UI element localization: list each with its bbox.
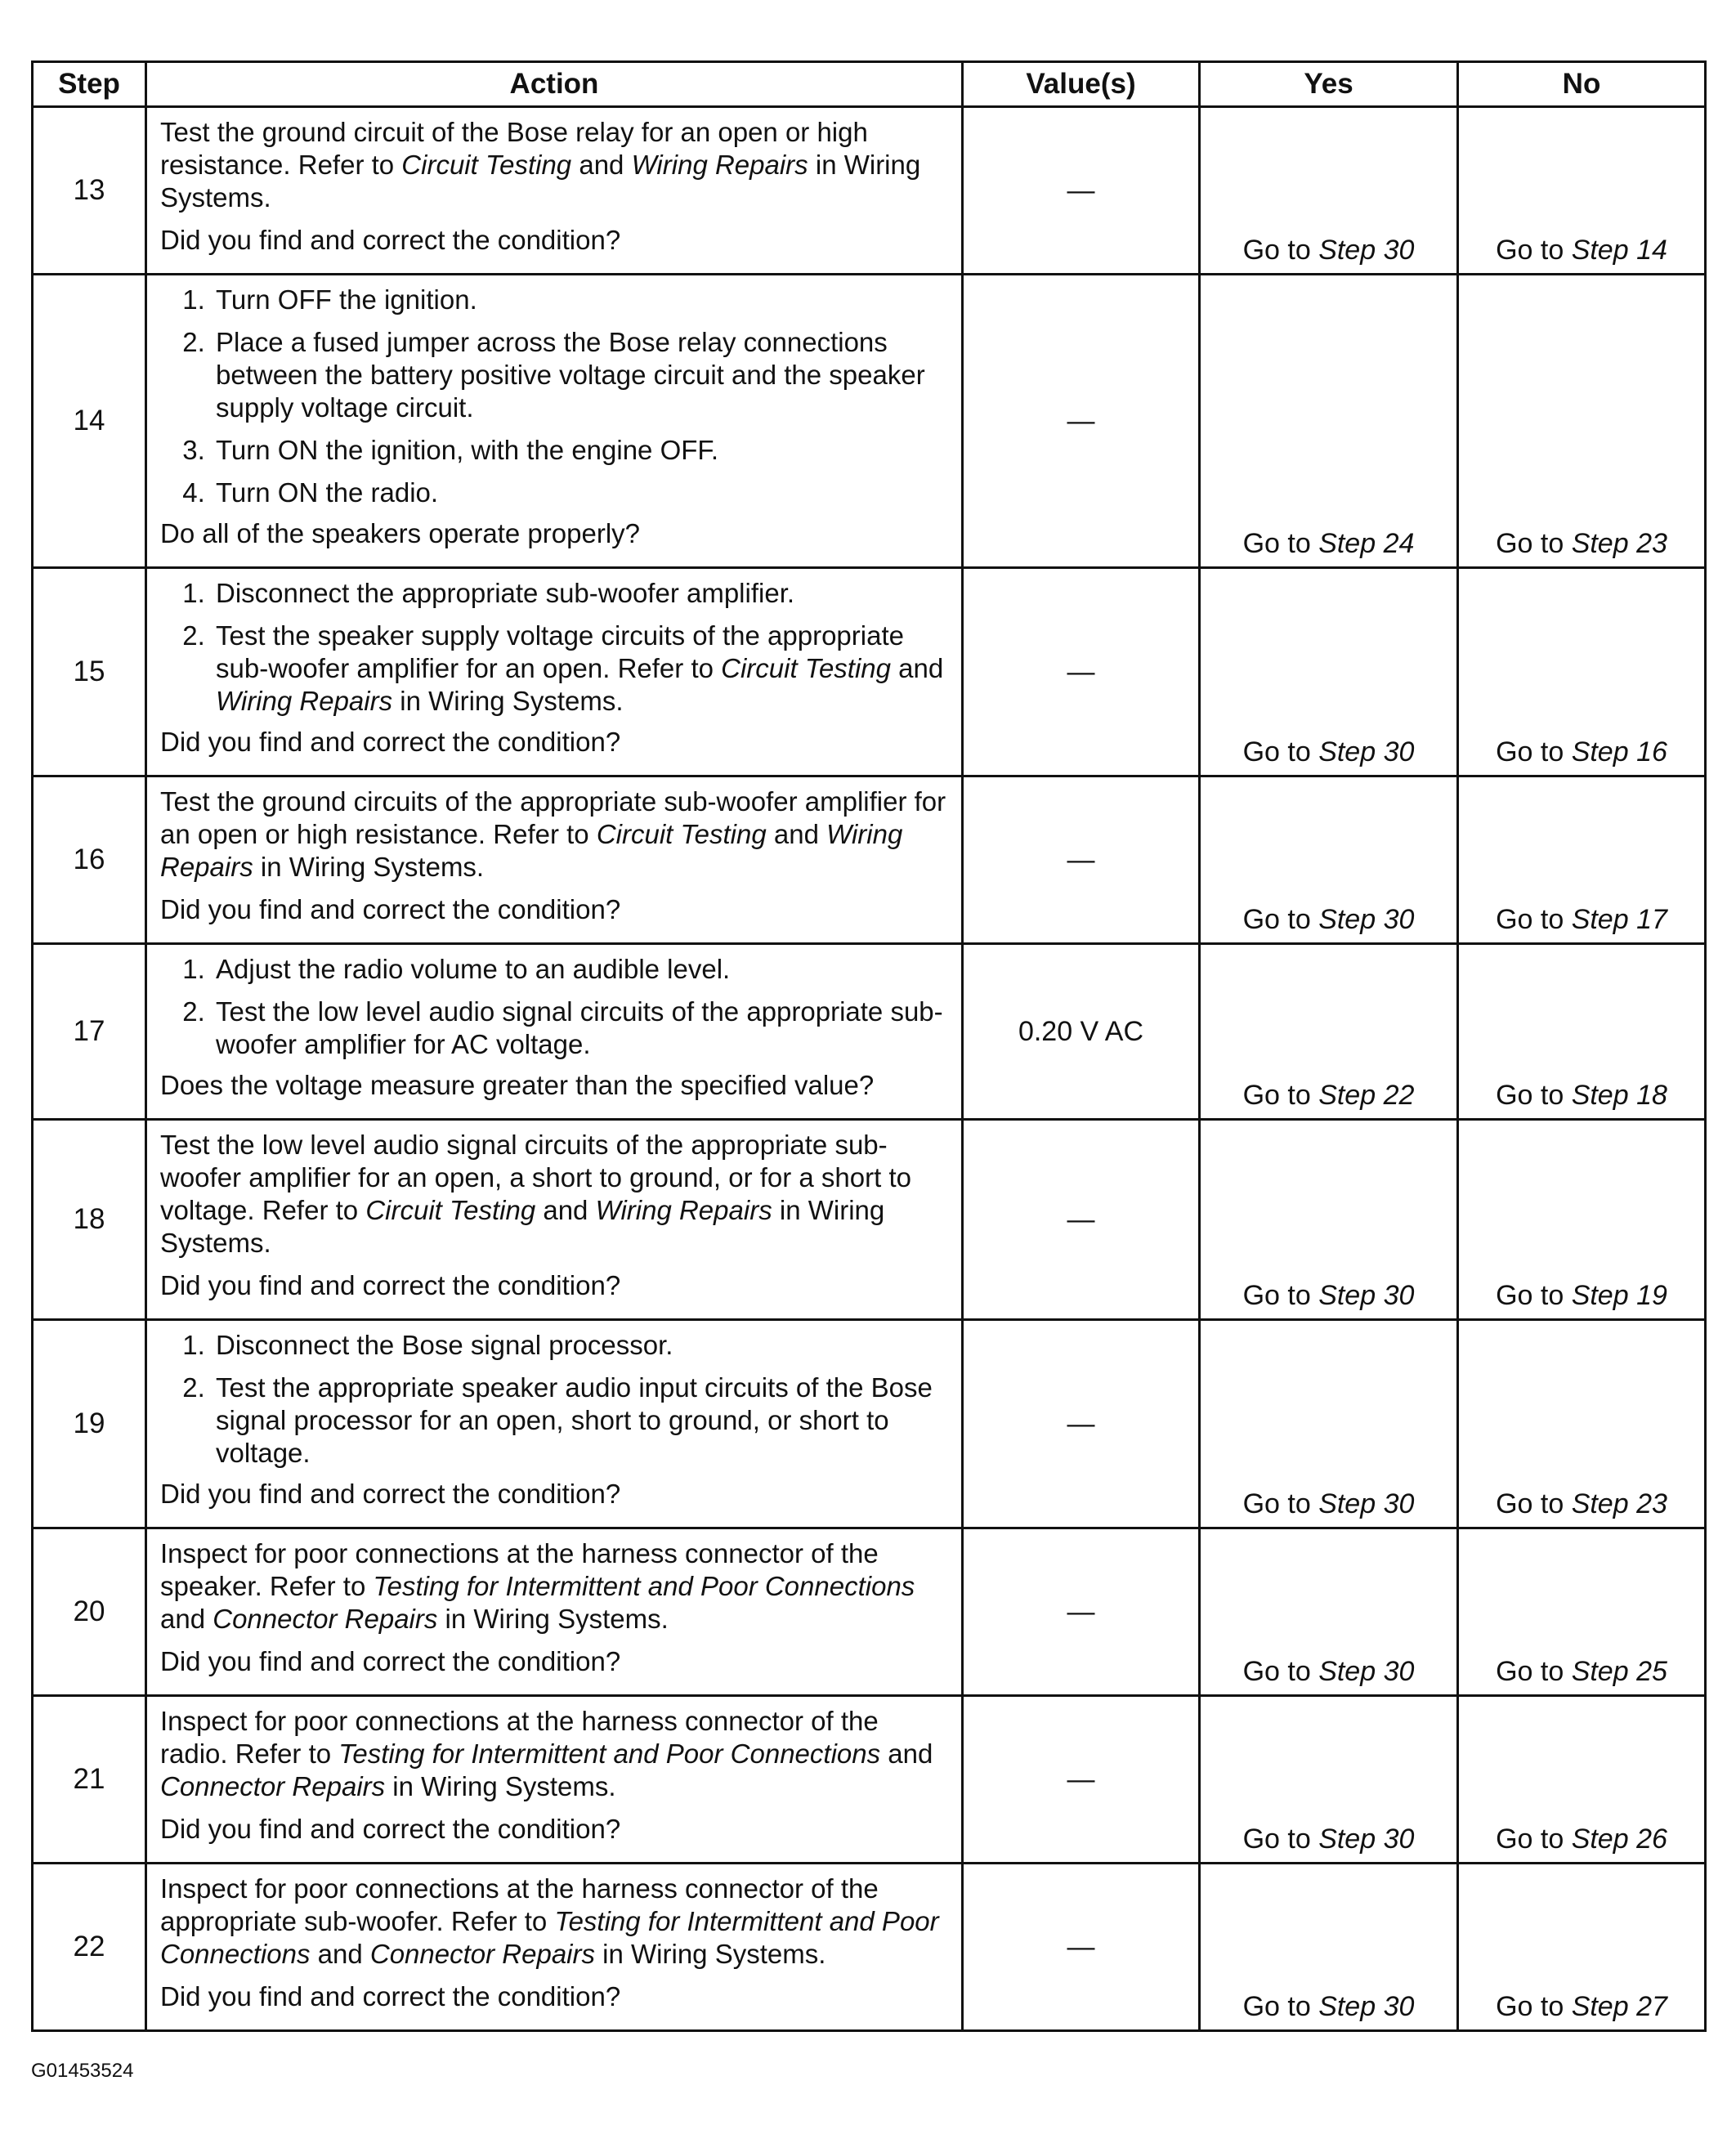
- value-cell: —: [963, 1120, 1200, 1320]
- action-text: and: [766, 819, 827, 849]
- table-row: [33, 275, 1706, 568]
- goto-prefix: Go to: [1242, 1488, 1319, 1519]
- reference-text: Wiring Repairs: [216, 686, 393, 716]
- header-no: No: [1458, 62, 1706, 107]
- action-step-item: [213, 620, 950, 718]
- action-text: Test the low level audio signal circuits of the appropriate sub-woofer amplifier for AC voltage.: [216, 996, 943, 1059]
- reference-text: Connector Repairs: [213, 1604, 438, 1634]
- action-question: Did you find and correct the condition?: [160, 894, 621, 924]
- goto-prefix: Go to: [1242, 235, 1319, 266]
- step-number: 13: [33, 107, 146, 275]
- reference-text: Circuit Testing: [401, 150, 572, 180]
- goto-step-link: Step 17: [1571, 904, 1667, 935]
- goto-step-link: Step 24: [1318, 528, 1415, 559]
- header-values: Value(s): [963, 62, 1200, 107]
- yes-cell: [1200, 776, 1458, 944]
- action-step-item: [213, 1329, 950, 1362]
- action-step-item: [213, 284, 950, 316]
- action-question: Did you find and correct the condition?: [160, 1479, 621, 1509]
- table-row: [33, 776, 1706, 944]
- table-body: [33, 107, 1706, 2031]
- value-cell: —: [963, 1528, 1200, 1696]
- action-paragraph: [160, 1873, 950, 1971]
- action-step-item: [213, 1372, 950, 1470]
- action-steps-list: [160, 1329, 950, 1470]
- goto-prefix: Go to: [1242, 1991, 1319, 2022]
- action-question: Did you find and correct the condition?: [160, 727, 621, 757]
- reference-text: Wiring Repairs: [160, 819, 903, 882]
- goto-step-link: Step 30: [1318, 235, 1415, 266]
- action-text: in Wiring Systems.: [160, 1195, 885, 1258]
- table-row: [33, 568, 1706, 776]
- action-cell: [146, 1320, 963, 1528]
- yes-cell: [1200, 1696, 1458, 1864]
- reference-text: Connector Repairs: [160, 1771, 386, 1801]
- table-row: [33, 107, 1706, 275]
- action-text: in Wiring Systems.: [385, 1771, 616, 1801]
- action-question: Did you find and correct the condition?: [160, 1981, 621, 2011]
- yes-cell: [1200, 944, 1458, 1120]
- action-step-item: [213, 953, 950, 986]
- action-text: and: [880, 1738, 933, 1769]
- step-number: 18: [33, 1120, 146, 1320]
- goto-prefix: Go to: [1242, 904, 1319, 935]
- goto-step-link: Step 30: [1318, 1280, 1415, 1311]
- no-cell: [1458, 1120, 1706, 1320]
- table-row: [33, 1320, 1706, 1528]
- goto-prefix: Go to: [1496, 1656, 1572, 1687]
- action-cell: [146, 1120, 963, 1320]
- action-text: and: [535, 1195, 596, 1225]
- action-step-item: [213, 434, 950, 467]
- no-cell: [1458, 776, 1706, 944]
- action-step-item: [213, 477, 950, 509]
- no-cell: [1458, 1528, 1706, 1696]
- goto-prefix: Go to: [1242, 736, 1319, 767]
- goto-step-link: Step 18: [1571, 1080, 1667, 1111]
- table-row: [33, 944, 1706, 1120]
- reference-text: Wiring Repairs: [595, 1195, 772, 1225]
- goto-step-link: Step 30: [1318, 1488, 1415, 1519]
- goto-prefix: Go to: [1496, 1080, 1572, 1111]
- action-text: in Wiring Systems.: [253, 852, 485, 882]
- no-cell: [1458, 1320, 1706, 1528]
- action-paragraph: [160, 1129, 950, 1260]
- yes-cell: [1200, 1120, 1458, 1320]
- yes-cell: [1200, 1864, 1458, 2031]
- action-question: Did you find and correct the condition?: [160, 225, 621, 255]
- goto-step-link: Step 26: [1571, 1824, 1667, 1855]
- action-steps-list: [160, 953, 950, 1061]
- action-cell: [146, 1864, 963, 2031]
- step-number: 14: [33, 275, 146, 568]
- value-cell: —: [963, 107, 1200, 275]
- goto-prefix: Go to: [1496, 904, 1572, 935]
- goto-step-link: Step 30: [1318, 1991, 1415, 2022]
- no-cell: [1458, 107, 1706, 275]
- action-step-item: [213, 996, 950, 1061]
- diagnostic-table: [31, 60, 1707, 2032]
- value-cell: —: [963, 776, 1200, 944]
- figure-id: G01453524: [31, 2060, 134, 2082]
- goto-prefix: Go to: [1496, 1991, 1572, 2022]
- action-text: Disconnect the appropriate sub-woofer amplifier.: [216, 578, 795, 608]
- no-cell: [1458, 944, 1706, 1120]
- action-question: Do all of the speakers operate properly?: [160, 518, 641, 548]
- yes-cell: [1200, 1528, 1458, 1696]
- goto-step-link: Step 23: [1571, 528, 1667, 559]
- action-text: and: [310, 1939, 370, 1969]
- action-text: Test the appropriate speaker audio input circuits of the Bose signal processor for an open, short to ground, or short to voltage.: [216, 1372, 933, 1468]
- yes-cell: [1200, 275, 1458, 568]
- action-question: Did you find and correct the condition?: [160, 1270, 621, 1300]
- goto-prefix: Go to: [1242, 528, 1319, 559]
- action-paragraph: [160, 116, 950, 214]
- action-paragraph: [160, 785, 950, 884]
- value-cell: 0.20 V AC: [963, 944, 1200, 1120]
- action-text: and: [891, 653, 944, 683]
- no-cell: [1458, 275, 1706, 568]
- goto-prefix: Go to: [1496, 1280, 1572, 1311]
- action-text: Disconnect the Bose signal processor.: [216, 1330, 673, 1360]
- action-cell: [146, 1528, 963, 1696]
- header-row: [33, 62, 1706, 107]
- value-cell: —: [963, 275, 1200, 568]
- value-cell: —: [963, 568, 1200, 776]
- action-text: Test the ground circuit of the Bose relay for an open or high resistance. Refer to: [160, 117, 868, 180]
- action-text: Turn ON the radio.: [216, 477, 439, 508]
- goto-prefix: Go to: [1242, 1656, 1319, 1687]
- goto-step-link: Step 16: [1571, 736, 1667, 767]
- action-text: in Wiring Systems.: [160, 150, 921, 213]
- goto-step-link: Step 14: [1571, 235, 1667, 266]
- step-number: 16: [33, 776, 146, 944]
- action-text: in Wiring Systems.: [392, 686, 624, 716]
- reference-text: Testing for Intermittent and Poor Connections: [160, 1906, 939, 1969]
- value-cell: —: [963, 1864, 1200, 2031]
- goto-prefix: Go to: [1496, 1824, 1572, 1855]
- yes-cell: [1200, 1320, 1458, 1528]
- action-text: Turn OFF the ignition.: [216, 284, 477, 315]
- reference-text: Wiring Repairs: [631, 150, 808, 180]
- reference-text: Circuit Testing: [721, 653, 892, 683]
- value-cell: —: [963, 1320, 1200, 1528]
- goto-prefix: Go to: [1496, 1488, 1572, 1519]
- action-steps-list: [160, 284, 950, 509]
- action-text: Inspect for poor connections at the harness connector of the speaker. Refer to: [160, 1538, 879, 1601]
- goto-step-link: Step 30: [1318, 1824, 1415, 1855]
- goto-step-link: Step 19: [1571, 1280, 1667, 1311]
- action-text: Place a fused jumper across the Bose relay connections between the battery positive voltage circuit and the speaker supply voltage circuit.: [216, 327, 925, 423]
- action-step-item: [213, 577, 950, 610]
- reference-text: Testing for Intermittent and Poor Connections: [338, 1738, 881, 1769]
- action-text: and: [571, 150, 632, 180]
- action-text: in Wiring Systems.: [437, 1604, 669, 1634]
- table-row: [33, 1120, 1706, 1320]
- action-paragraph: [160, 1705, 950, 1803]
- goto-step-link: Step 30: [1318, 1656, 1415, 1687]
- header-yes: Yes: [1200, 62, 1458, 107]
- goto-prefix: Go to: [1496, 528, 1572, 559]
- action-cell: [146, 776, 963, 944]
- action-step-item: [213, 326, 950, 424]
- no-cell: [1458, 1864, 1706, 2031]
- action-question: Does the voltage measure greater than the specified value?: [160, 1070, 875, 1100]
- action-text: Inspect for poor connections at the harness connector of the appropriate sub-woofer. Refer to: [160, 1873, 879, 1936]
- action-text: Test the ground circuits of the appropriate sub-woofer amplifier for an open or high resistance. Refer to: [160, 786, 946, 849]
- step-number: 21: [33, 1696, 146, 1864]
- goto-step-link: Step 27: [1571, 1991, 1667, 2022]
- goto-step-link: Step 22: [1318, 1080, 1415, 1111]
- action-cell: [146, 275, 963, 568]
- reference-text: Circuit Testing: [365, 1195, 536, 1225]
- action-text: Inspect for poor connections at the harness connector of the radio. Refer to: [160, 1706, 879, 1769]
- step-number: 22: [33, 1864, 146, 2031]
- header-step: Step: [33, 62, 146, 107]
- yes-cell: [1200, 107, 1458, 275]
- action-text: Test the low level audio signal circuits of the appropriate sub-woofer amplifier for an open, a short to ground, or for a short to voltage. Refer to: [160, 1130, 911, 1225]
- action-text: Adjust the radio volume to an audible level.: [216, 954, 731, 984]
- action-text: in Wiring Systems.: [595, 1939, 826, 1969]
- goto-prefix: Go to: [1242, 1280, 1319, 1311]
- action-cell: [146, 944, 963, 1120]
- goto-prefix: Go to: [1242, 1824, 1319, 1855]
- action-cell: [146, 568, 963, 776]
- reference-text: Circuit Testing: [596, 819, 767, 849]
- goto-step-link: Step 23: [1571, 1488, 1667, 1519]
- reference-text: Testing for Intermittent and Poor Connections: [373, 1571, 915, 1601]
- no-cell: [1458, 1696, 1706, 1864]
- goto-prefix: Go to: [1496, 736, 1572, 767]
- reference-text: Connector Repairs: [369, 1939, 595, 1969]
- action-question: Did you find and correct the condition?: [160, 1814, 621, 1844]
- table-row: [33, 1696, 1706, 1864]
- no-cell: [1458, 568, 1706, 776]
- step-number: 15: [33, 568, 146, 776]
- step-number: 20: [33, 1528, 146, 1696]
- value-cell: —: [963, 1696, 1200, 1864]
- yes-cell: [1200, 568, 1458, 776]
- goto-step-link: Step 25: [1571, 1656, 1667, 1687]
- goto-prefix: Go to: [1496, 235, 1572, 266]
- action-question: Did you find and correct the condition?: [160, 1646, 621, 1676]
- table-row: [33, 1864, 1706, 2031]
- action-cell: [146, 107, 963, 275]
- action-steps-list: [160, 577, 950, 718]
- step-number: 19: [33, 1320, 146, 1528]
- goto-step-link: Step 30: [1318, 904, 1415, 935]
- table-row: [33, 1528, 1706, 1696]
- action-text: Turn ON the ignition, with the engine OFF.: [216, 435, 719, 465]
- step-number: 17: [33, 944, 146, 1120]
- action-cell: [146, 1696, 963, 1864]
- header-action: Action: [146, 62, 963, 107]
- goto-prefix: Go to: [1242, 1080, 1319, 1111]
- goto-step-link: Step 30: [1318, 736, 1415, 767]
- action-paragraph: [160, 1537, 950, 1636]
- action-text: and: [160, 1604, 213, 1634]
- action-text: Test the speaker supply voltage circuits of the appropriate sub-woofer amplifier for an open. Refer to: [216, 620, 904, 683]
